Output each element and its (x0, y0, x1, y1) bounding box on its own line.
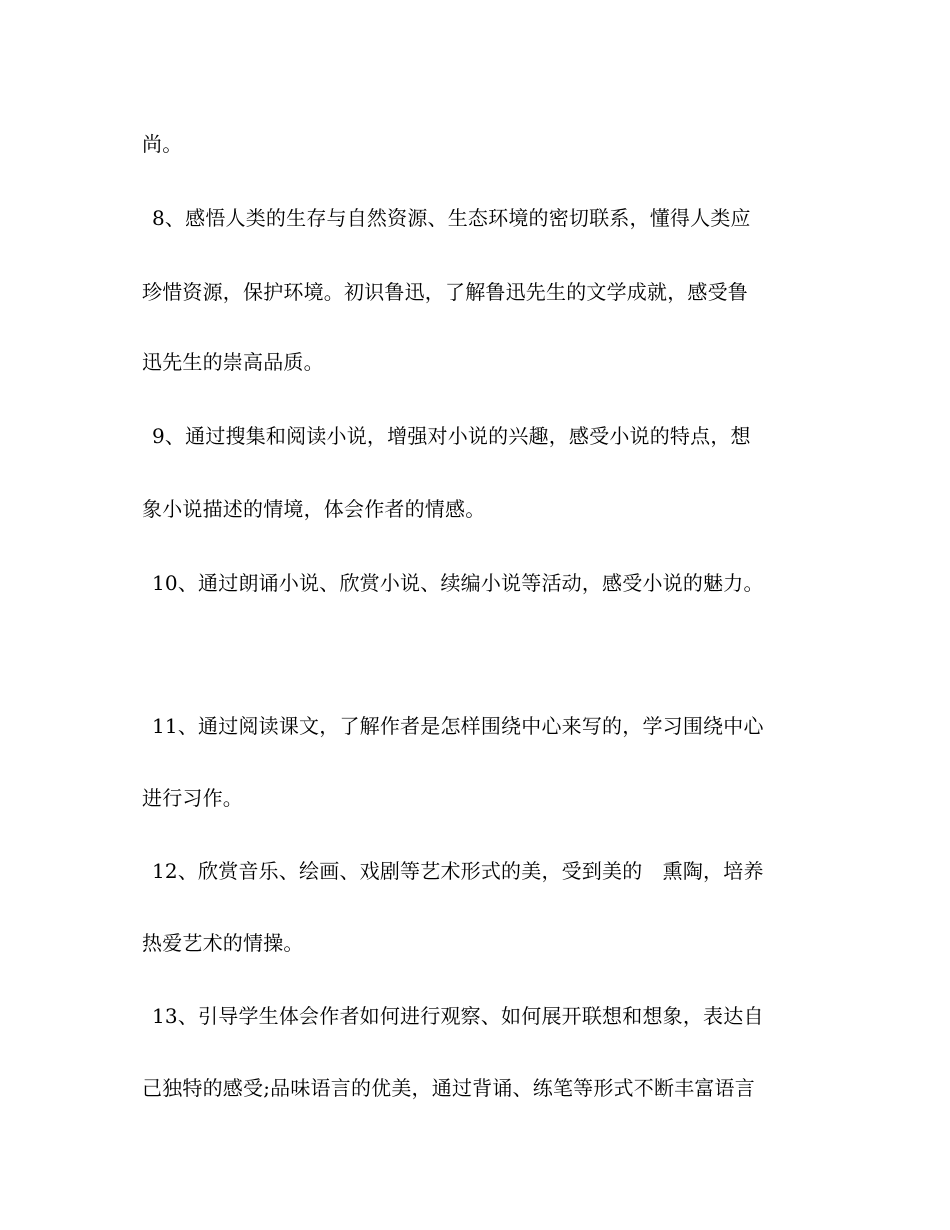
text-line: 迅先生的崇高品质。 (142, 350, 324, 374)
text-line: 珍惜资源，保护环境。初识鲁迅，了解鲁迅先生的文学成就，感受鲁 (142, 280, 748, 304)
text-line: 13、引导学生体会作者如何进行观察、如何展开联想和想象，表达自 (152, 1004, 764, 1028)
text-line: 己独特的感受;品味语言的优美，通过背诵、练笔等形式不断丰富语言 (142, 1076, 755, 1100)
text-line: 8、感悟人类的生存与自然资源、生态环境的密切联系，懂得人类应 (152, 206, 751, 230)
text-line: 进行习作。 (142, 786, 243, 810)
text-line: 热爱艺术的情操。 (142, 931, 304, 955)
text-line: 尚。 (142, 132, 183, 156)
text-line: 10、通过朗诵小说、欣赏小说、续编小说等活动，感受小说的魅力。 (152, 571, 764, 595)
text-line: 9、通过搜集和阅读小说，增强对小说的兴趣，感受小说的特点，想 (152, 424, 751, 448)
text-line: 12、欣赏音乐、绘画、戏剧等艺术形式的美，受到美的 熏陶，培养 (152, 859, 764, 883)
text-line: 象小说描述的情境，体会作者的情感。 (142, 497, 486, 521)
text-line: 11、通过阅读课文，了解作者是怎样围绕中心来写的，学习围绕中心 (152, 714, 764, 738)
